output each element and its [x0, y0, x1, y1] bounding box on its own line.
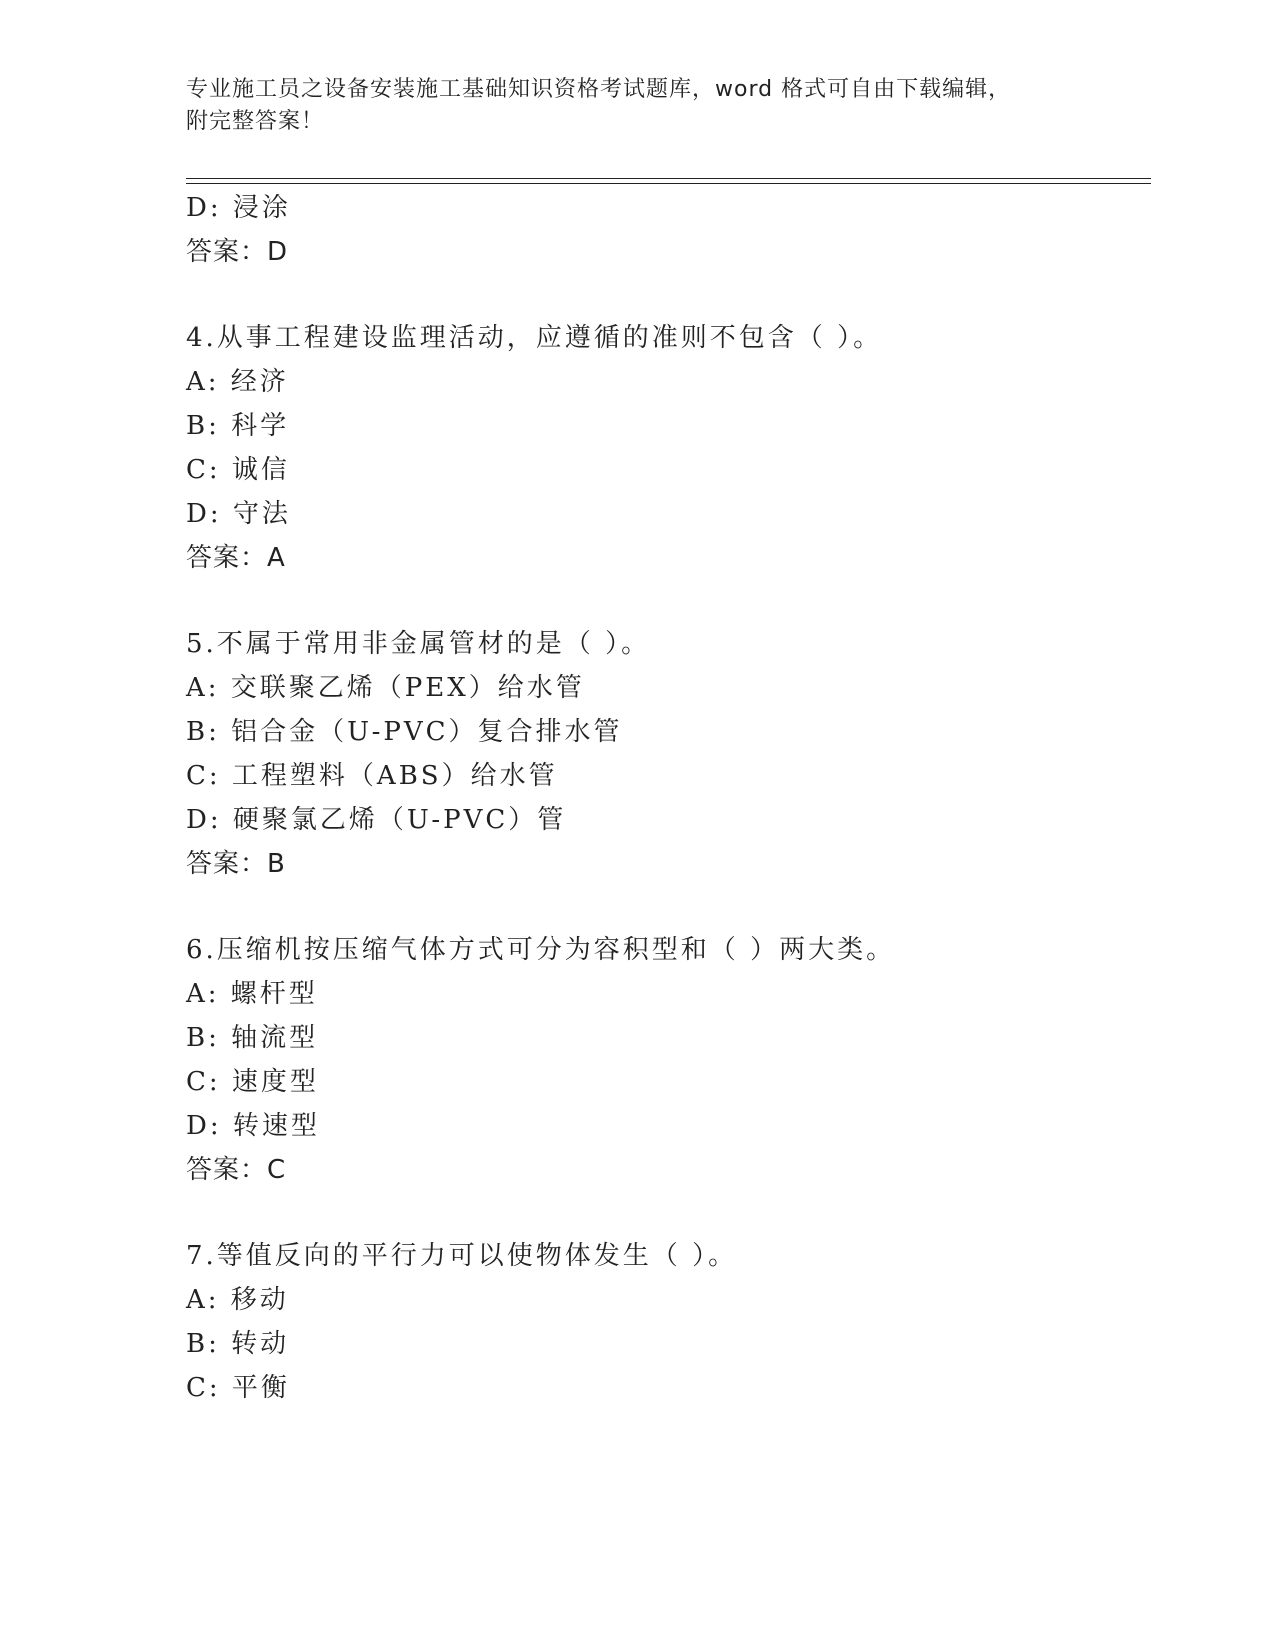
q7-stem: 7.等值反向的平行力可以使物体发生（ ）。 [186, 1241, 738, 1271]
q4-stem: 4.从事工程建设监理活动，应遵循的准则不包含（ ）。 [186, 323, 883, 353]
header-line-1: 专业施工员之设备安装施工基础知识资格考试题库，word 格式可自由下载编辑， [186, 77, 1012, 102]
q6-option-a: A: 螺杆型 [186, 979, 318, 1009]
q7-option-a: A: 移动 [186, 1285, 289, 1315]
q5-answer: 答案：B [186, 849, 286, 879]
q6-option-d: D: 转速型 [186, 1111, 320, 1141]
q4-option-c: C: 诚信 [186, 455, 290, 485]
q6-option-b: B: 轴流型 [186, 1023, 319, 1053]
q4-answer: 答案：A [186, 543, 286, 573]
header-rule-bottom [186, 183, 1151, 184]
q5-option-a: A: 交联聚乙烯（PEX）给水管 [186, 673, 585, 703]
q5-option-c: C: 工程塑料（ABS）给水管 [186, 761, 558, 791]
q4-option-d: D: 守法 [186, 499, 291, 529]
page-header [186, 74, 1086, 138]
q5-option-d: D: 硬聚氯乙烯（U-PVC）管 [186, 805, 567, 835]
header-rule-top [186, 178, 1151, 179]
header-line-2: 附完整答案！ [186, 109, 325, 134]
q5-stem: 5.不属于常用非金属管材的是（ ）。 [186, 629, 651, 659]
q5-option-b: B: 铝合金（U-PVC）复合排水管 [186, 717, 623, 747]
q4-option-b: B: 科学 [186, 411, 290, 441]
q7-option-c: C: 平衡 [186, 1373, 290, 1403]
q3-answer: 答案：D [186, 237, 289, 267]
q4-option-a: A: 经济 [186, 367, 289, 397]
q6-answer: 答案：C [186, 1155, 287, 1185]
q6-option-c: C: 速度型 [186, 1067, 319, 1097]
q6-stem: 6.压缩机按压缩气体方式可分为容积型和（ ）两大类。 [186, 935, 896, 965]
q7-option-b: B: 转动 [186, 1329, 290, 1359]
q3-option-d: D: 浸涂 [186, 193, 291, 223]
